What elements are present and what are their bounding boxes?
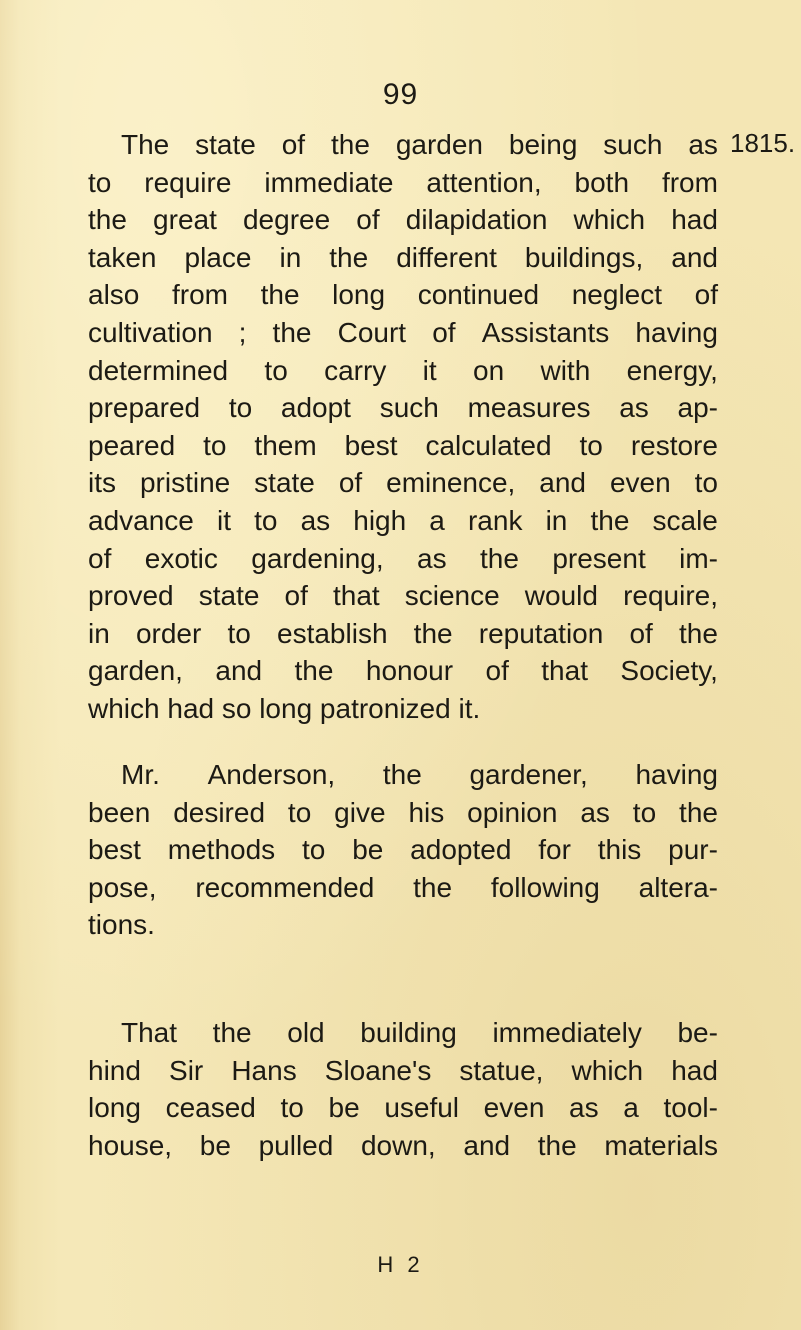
text-line: That the old building immediately be- — [121, 1017, 718, 1048]
text-line: the great degree of dilapidation which had — [88, 204, 718, 236]
text-line: to require immediate attention, both from — [88, 166, 718, 198]
text-line: Mr. Anderson, the gardener, having — [121, 759, 718, 790]
paragraph-1 — [88, 126, 718, 728]
text-line: determined to carry it on with energy, — [88, 354, 718, 386]
text-line: peared to them best calculated to restore — [88, 429, 718, 461]
text-line: prepared to adopt such measures as ap- — [88, 392, 718, 424]
text-line: its pristine state of eminence, and even to — [88, 467, 718, 499]
text-line: hind Sir Hans Sloane's statue, which had — [88, 1054, 718, 1086]
text-line: in order to establish the reputation of the — [88, 617, 718, 649]
signature-mark: H 2 — [377, 1252, 424, 1277]
text-line: pose, recommended the following altera- — [88, 871, 718, 903]
text-line: proved state of that science would require, — [88, 580, 718, 612]
text-line: of exotic gardening, as the present im- — [88, 542, 718, 574]
text-line: cultivation ; the Court of Assistants having — [88, 316, 718, 348]
paragraph-3 — [88, 1014, 718, 1164]
margin-year: 1815. — [730, 128, 796, 158]
text-line: The state of the garden being such as — [121, 129, 718, 160]
text-line: garden, and the honour of that Society, — [88, 655, 718, 687]
page-number: 99 — [382, 78, 419, 111]
text-line: advance it to as high a rank in the scale — [88, 504, 718, 536]
text-line: long ceased to be useful even as a tool- — [88, 1092, 718, 1124]
text-line: tions. — [88, 909, 155, 941]
text-line: taken place in the different buildings, and — [88, 241, 718, 273]
text-line: also from the long continued neglect of — [88, 279, 718, 311]
text-line: which had so long patronized it. — [88, 692, 481, 724]
text-line: house, be pulled down, and the materials — [88, 1129, 718, 1161]
paragraph-2 — [88, 756, 718, 944]
text-line: been desired to give his opinion as to the — [88, 796, 718, 828]
text-line: best methods to be adopted for this pur- — [88, 834, 718, 866]
